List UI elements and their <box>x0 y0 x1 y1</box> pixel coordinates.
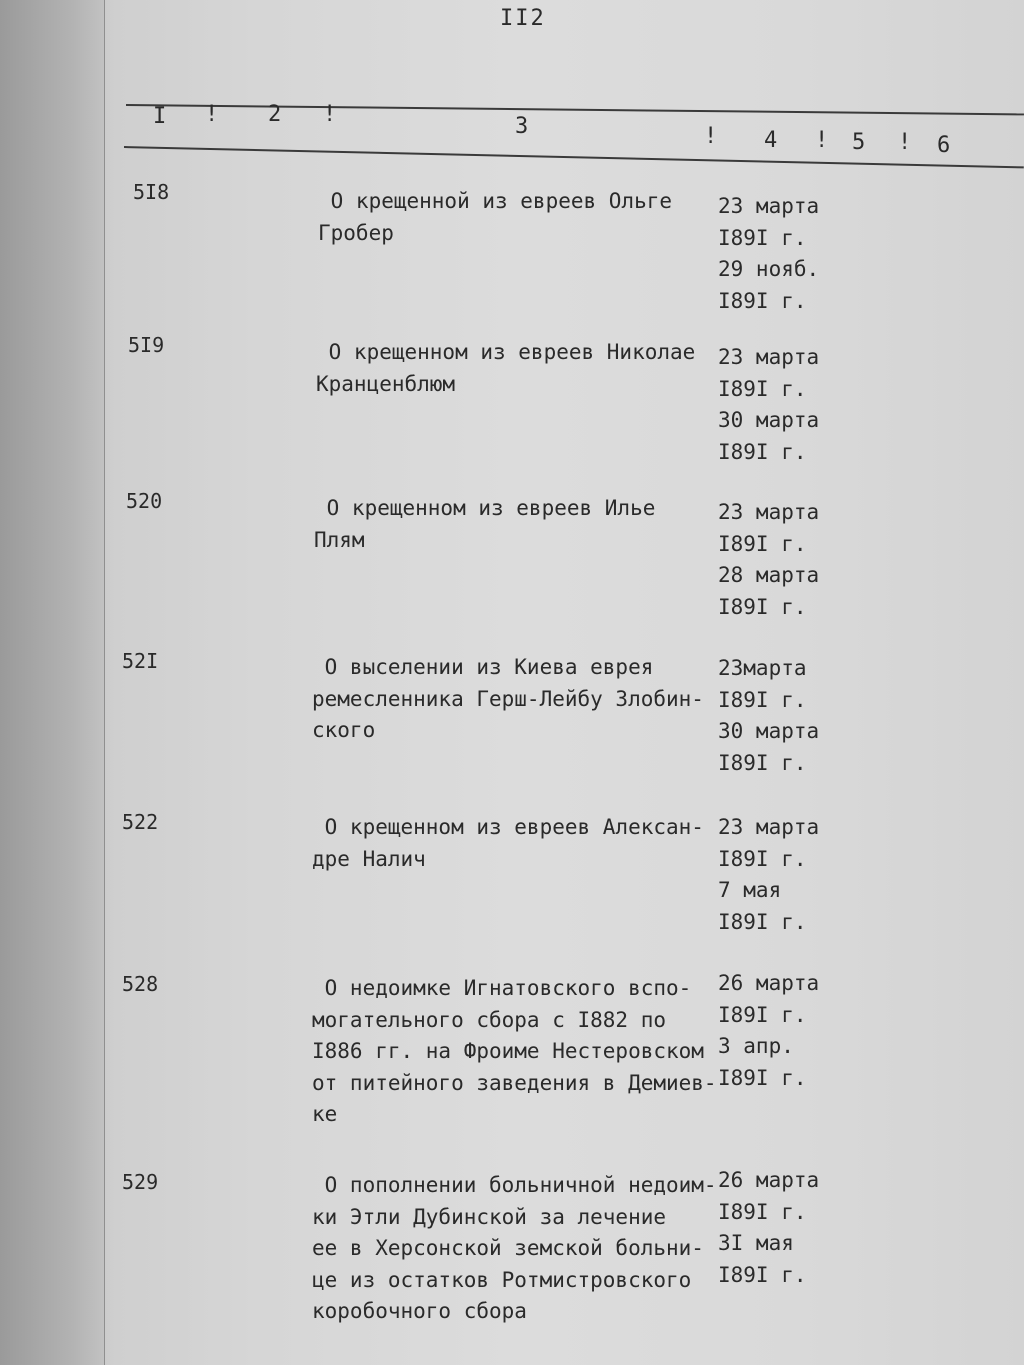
entry-number: 529 <box>122 1170 159 1194</box>
entry-description <box>312 812 704 875</box>
date-line: 3I мая <box>718 1231 794 1255</box>
column-separator: ! <box>815 128 829 153</box>
entry-number: 5I8 <box>133 180 170 204</box>
description-line: ее в Херсонской земской больни- <box>312 1236 704 1260</box>
date-line: 3 апр. <box>718 1034 794 1058</box>
entry-description <box>314 493 655 556</box>
column-separator: ! <box>898 130 912 155</box>
date-line: 26 марта <box>718 1168 820 1192</box>
date-line: I89I г. <box>718 531 807 556</box>
date-line: 7 мая <box>718 878 782 902</box>
description-line: I886 гг. на Фроиме Нестеровском <box>312 1039 704 1063</box>
entry-number: 522 <box>122 810 159 834</box>
entry-description <box>312 973 717 1131</box>
column-header-3: 3 <box>515 114 529 139</box>
entry-number: 52I <box>122 649 159 673</box>
description-line: Кранценблюм <box>316 371 456 396</box>
entry-dates <box>718 191 819 317</box>
date-line: I89I г. <box>718 750 807 775</box>
header-rule-top <box>126 104 1024 115</box>
header-rule-bottom <box>124 146 1024 168</box>
column-header-5: 5 <box>852 130 866 155</box>
description-line: О крещенной из евреев Ольге <box>318 189 673 213</box>
column-separator: ! <box>205 102 219 127</box>
date-line: I89I г. <box>718 687 807 712</box>
entry-number: 520 <box>126 489 163 513</box>
page-number: II2 <box>500 6 546 31</box>
description-line: О крещенном из евреев Илье <box>314 496 656 520</box>
description-line: от питейного заведения в Демиев- <box>312 1070 717 1095</box>
description-line: О пополнении больничной недоим- <box>312 1173 717 1197</box>
description-line: О недоимке Игнатовского вспо- <box>312 976 692 1000</box>
date-line: 29 нояб. <box>718 257 820 281</box>
date-line: 30 марта <box>718 719 820 743</box>
entry-dates <box>718 968 819 1094</box>
entry-description <box>316 337 695 400</box>
date-line: 23 марта <box>718 194 820 218</box>
date-line: 23 марта <box>718 345 820 369</box>
entry-number: 5I9 <box>128 333 165 357</box>
entry-dates <box>718 1165 819 1291</box>
entry-dates <box>718 342 819 468</box>
description-line: коробочного сбора <box>312 1299 527 1323</box>
date-line: I89I г. <box>718 1065 807 1090</box>
date-line: I89I г. <box>718 376 807 401</box>
date-line: I89I г. <box>718 288 807 313</box>
date-line: I89I г. <box>718 594 807 619</box>
description-line: О крещенном из евреев Алексан- <box>312 815 704 839</box>
date-line: I89I г. <box>718 1002 807 1027</box>
date-line: I89I г. <box>718 439 807 464</box>
description-line: дре Налич <box>312 846 426 871</box>
column-header-6: 6 <box>937 133 951 158</box>
description-line: могательного сбора с I882 по <box>312 1007 667 1032</box>
entry-dates <box>718 653 819 779</box>
date-line: 23марта <box>718 656 807 680</box>
description-line: це из остатков Ротмистровского <box>312 1267 692 1292</box>
description-line: Плям <box>314 527 365 552</box>
date-line: I89I г. <box>718 909 807 934</box>
date-line: 26 марта <box>718 971 820 995</box>
binding-edge <box>0 0 105 1365</box>
entry-description <box>318 186 672 249</box>
description-line: О крещенном из евреев Николае <box>316 340 696 364</box>
column-header-1: I <box>153 104 167 129</box>
entry-dates <box>718 497 819 623</box>
column-header-2: 2 <box>268 102 282 127</box>
entry-description <box>312 1170 717 1328</box>
date-line: 28 марта <box>718 563 820 587</box>
description-line: ке <box>312 1102 338 1126</box>
description-line: ки Этли Дубинской за лечение <box>312 1204 667 1229</box>
date-line: 23 марта <box>718 500 820 524</box>
column-separator: ! <box>323 102 337 127</box>
entry-dates <box>718 812 819 938</box>
entry-number: 528 <box>122 972 159 996</box>
description-line: ремесленника Герш-Лейбу Злобин- <box>312 686 704 711</box>
entry-description <box>312 652 704 747</box>
column-separator: ! <box>704 124 718 149</box>
description-line: Гробер <box>318 220 394 245</box>
date-line: 23 марта <box>718 815 820 839</box>
date-line: I89I г. <box>718 1199 807 1224</box>
date-line: I89I г. <box>718 1262 807 1287</box>
column-header-4: 4 <box>764 128 778 153</box>
date-line: 30 марта <box>718 408 820 432</box>
description-line: О выселении из Киева еврея <box>312 655 654 679</box>
date-line: I89I г. <box>718 846 807 871</box>
description-line: ского <box>312 718 376 742</box>
date-line: I89I г. <box>718 225 807 250</box>
